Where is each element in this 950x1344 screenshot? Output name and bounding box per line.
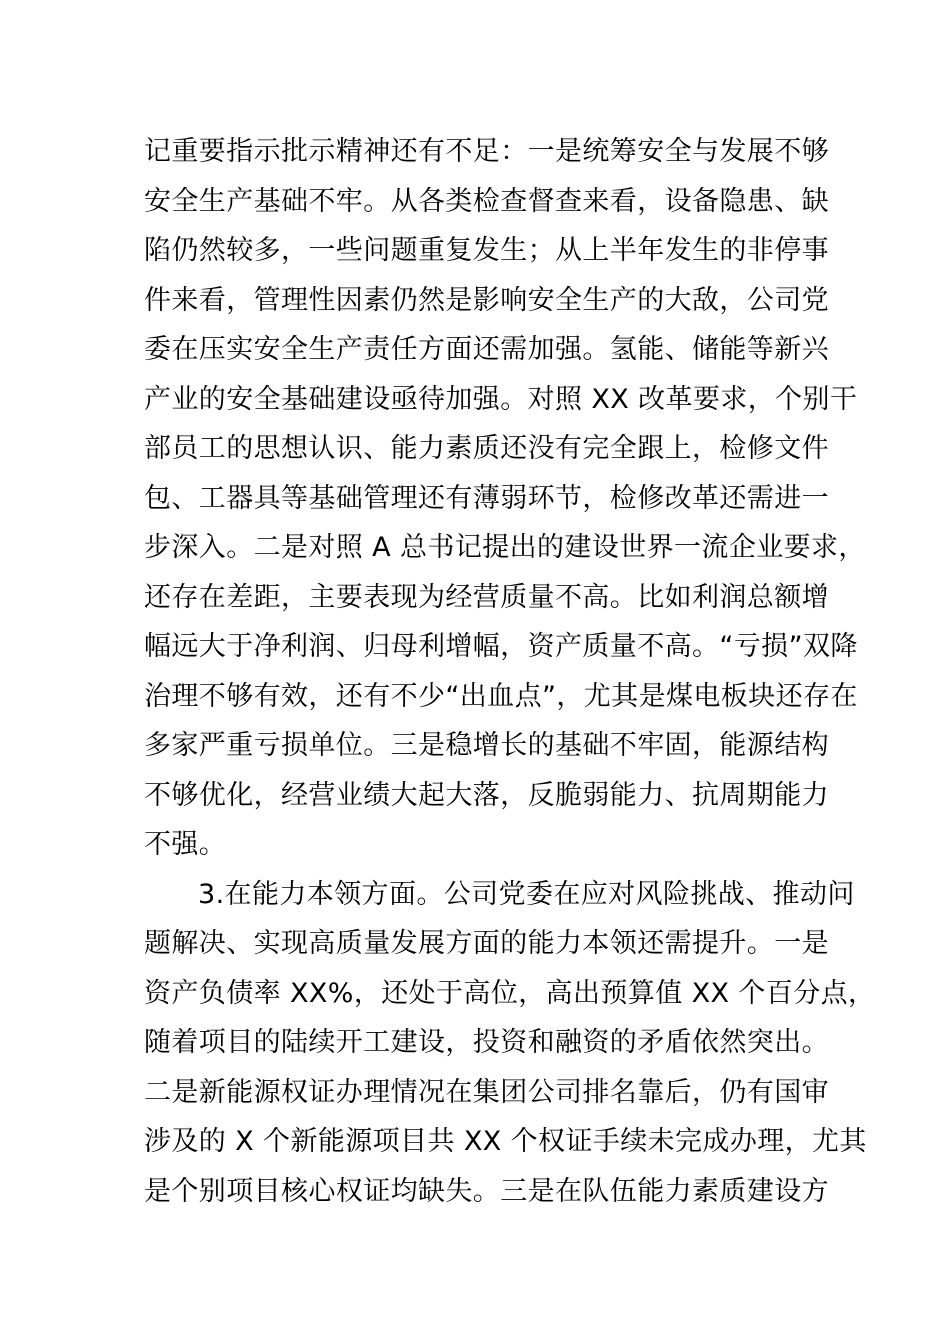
section-heading-line: 3.在能力本领方面。公司党委在应对风险挑战、推动问 xyxy=(198,878,855,910)
body-text xyxy=(144,127,876,1216)
text-line: 不强。 xyxy=(144,829,227,860)
text-line: 步深入。二是对照 A 总书记提出的建设世界一流企业要求， xyxy=(144,532,866,563)
text-line: 陷仍然较多，一些问题重复发生；从上半年发生的非停事 xyxy=(144,235,829,266)
text-line: 包、工器具等基础管理还有薄弱环节，检修改革还需进一 xyxy=(144,482,829,514)
text-line: 产业的安全基础建设亟待加强。对照 XX 改革要求，个别干 xyxy=(144,383,858,415)
text-line: 不够优化，经营业绩大起大落，反脆弱能力、抗周期能力 xyxy=(144,779,829,811)
text-line: 部员工的思想认识、能力素质还没有完全跟上，检修文件 xyxy=(144,433,829,464)
text-line: 题解决、实现高质量发展方面的能力本领还需提升。一是 xyxy=(144,928,829,959)
text-line: 二是新能源权证办理情况在集团公司排名靠后，仍有国审 xyxy=(144,1076,829,1108)
text-line: 件来看，管理性因素仍然是影响安全生产的大敌，公司党 xyxy=(144,284,829,316)
text-line: 是个别项目核心权证均缺失。三是在队伍能力素质建设方 xyxy=(144,1175,829,1207)
text-line: 还存在差距，主要表现为经营质量不高。比如利润总额增 xyxy=(144,581,829,613)
text-line: 随着项目的陆续开工建设，投资和融资的矛盾依然突出。 xyxy=(144,1027,829,1058)
text-line: 涉及的 X 个新能源项目共 XX 个权证手续未完成办理，尤其 xyxy=(144,1126,867,1157)
text-line: 委在压实安全生产责任方面还需加强。氢能、储能等新兴 xyxy=(144,334,829,365)
text-line: 安全生产基础不牢。从各类检查督查来看，设备隐患、缺 xyxy=(144,185,829,217)
text-line: 记重要指示批示精神还有不足：一是统筹安全与发展不够 xyxy=(144,136,829,167)
text-line: 资产负债率 XX%，还处于高位，高出预算值 XX 个百分点， xyxy=(144,977,876,1009)
text-line: 治理不够有效，还有不少“出血点”，尤其是煤电板块还存在 xyxy=(144,680,858,712)
text-line: 幅远大于净利润、归母利增幅，资产质量不高。“亏损”双降 xyxy=(144,631,858,662)
text-line: 多家严重亏损单位。三是稳增长的基础不牢固，能源结构 xyxy=(144,730,829,761)
